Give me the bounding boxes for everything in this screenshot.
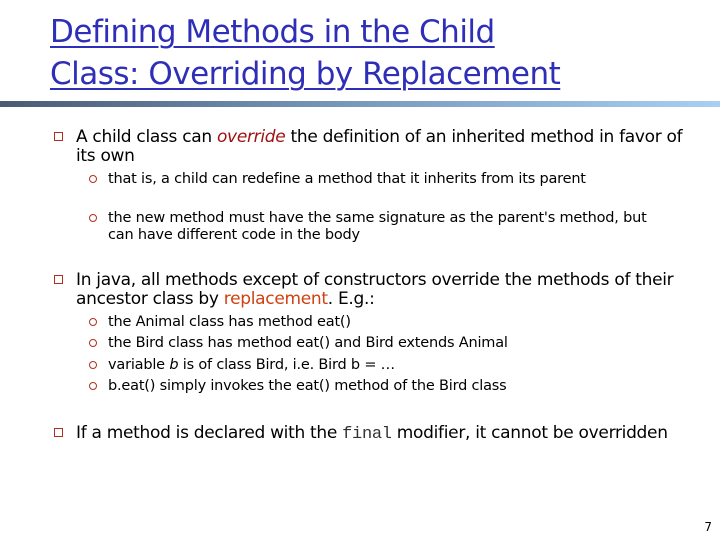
square-bullet-icon [54,132,63,141]
sub-bullet-1-2 [108,210,668,244]
slide-title-line2: Class: Overriding by Replacement [50,56,561,92]
text: is of class Bird, i.e. Bird b = … [182,357,395,373]
text: b.eat() simply invokes the eat() method of the Bird class [108,378,507,394]
title-divider-bar [0,101,720,107]
text: variable [108,357,170,373]
circle-bullet-icon [89,361,97,369]
text: A child class can [76,127,217,147]
text: the new method must have the same signature as the parent's method, but can have different code in the body [108,210,647,243]
circle-bullet-icon [89,318,97,326]
final-keyword: final [342,425,392,444]
bullet-1 [76,128,686,166]
text: modifier, it cannot be overridden [391,423,668,443]
square-bullet-icon [54,275,63,284]
text: the Bird class has method eat() and Bird extends Animal [108,335,508,351]
bullet-2 [76,271,686,309]
slide-title-line1: Defining Methods in the Child [50,14,495,50]
text: . E.g.: [327,289,375,309]
circle-bullet-icon [89,214,97,222]
text: that is, a child can redefine a method that it inherits from its parent [108,171,586,187]
variable-b: b [169,357,179,373]
sub-bullet-2-4 [108,378,668,395]
override-term: override [216,127,286,147]
sub-bullet-2-2 [108,335,668,352]
text: If a method is declared with the [76,423,343,443]
text: In java, all methods except of constructors override the methods of their ancestor class by [76,270,674,309]
sub-bullet-1-1 [108,171,668,188]
bullet-3 [76,424,686,444]
sub-bullet-2-3 [108,357,668,374]
sub-bullet-2-1 [108,314,668,331]
circle-bullet-icon [89,175,97,183]
page-number: 7 [704,520,712,534]
text: the Animal class has method eat() [108,314,351,330]
replacement-term: replacement [223,289,328,309]
text: the definition of an inherited method in favor of its own [76,127,683,166]
circle-bullet-icon [89,339,97,347]
square-bullet-icon [54,428,63,437]
circle-bullet-icon [89,382,97,390]
